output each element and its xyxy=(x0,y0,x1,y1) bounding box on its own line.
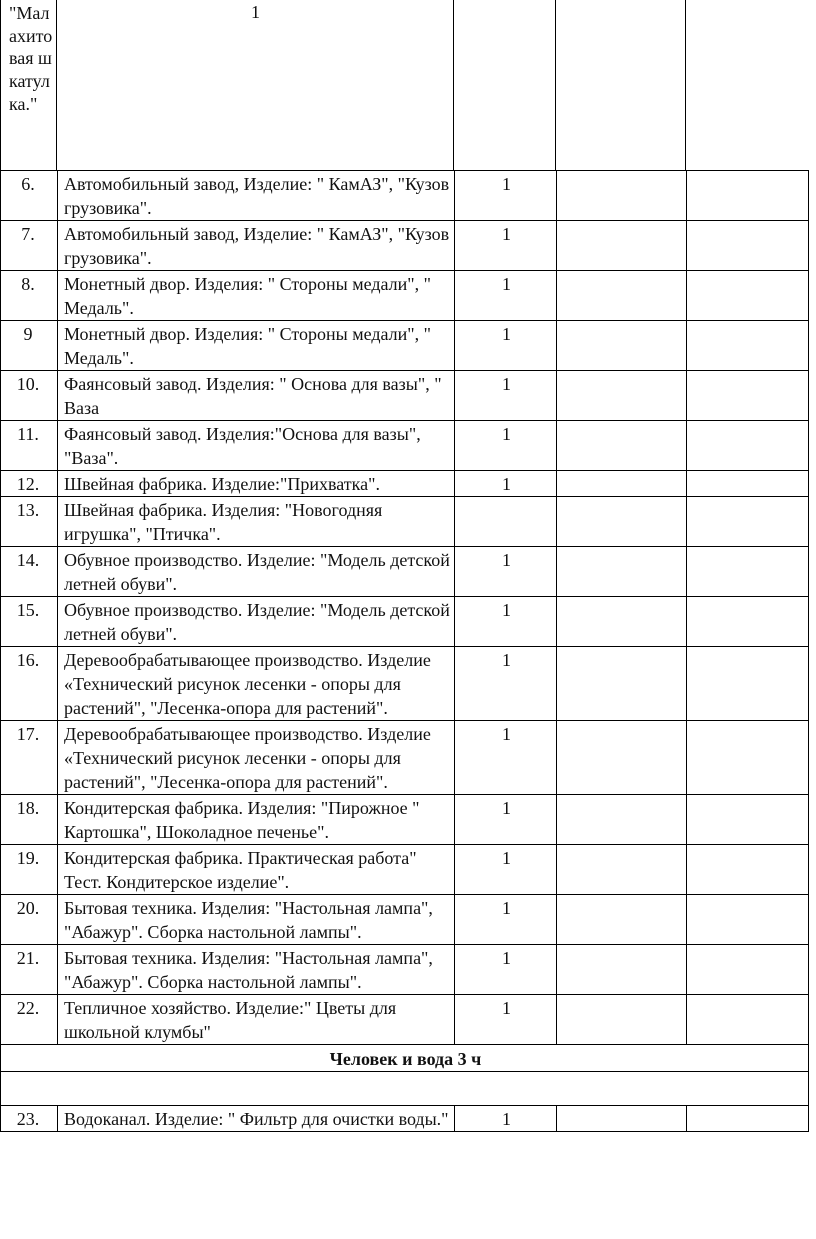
empty-cell xyxy=(557,845,687,895)
empty-cell xyxy=(557,895,687,945)
section-title: Человек и вода 3 ч xyxy=(1,1045,809,1072)
continued-table-row xyxy=(0,0,816,170)
row-number: 8. xyxy=(1,271,58,321)
empty-cell xyxy=(687,895,809,945)
lesson-name: Обувное производство. Изделие: "Модель детской летней обуви". xyxy=(58,547,455,597)
empty-cell xyxy=(687,721,809,795)
hours-value: 1 xyxy=(455,945,557,995)
spacer-cell xyxy=(1,1072,809,1106)
row-number: 14. xyxy=(1,547,58,597)
table-row xyxy=(1,271,809,321)
row-number: 9 xyxy=(1,321,58,371)
section-header-row xyxy=(1,1045,809,1072)
row-number: 12. xyxy=(1,471,58,497)
table-row xyxy=(1,795,809,845)
empty-cell xyxy=(687,371,809,421)
hours-value: 1 xyxy=(455,845,557,895)
row-number: 19. xyxy=(1,845,58,895)
empty-cell xyxy=(557,945,687,995)
lesson-name: Монетный двор. Изделия: " Стороны медали", " Медаль". xyxy=(58,271,455,321)
empty-cell xyxy=(687,795,809,845)
empty-cell xyxy=(557,221,687,271)
hours-value: 1 xyxy=(455,471,557,497)
lesson-name: Фаянсовый завод. Изделия: " Основа для вазы", " Ваза xyxy=(58,371,455,421)
hours-value: 1 xyxy=(455,795,557,845)
table-row xyxy=(1,321,809,371)
table-row xyxy=(1,945,809,995)
lesson-name: Монетный двор. Изделия: " Стороны медали", " Медаль". xyxy=(58,321,455,371)
empty-cell xyxy=(557,271,687,321)
lesson-name: Швейная фабрика. Изделие:"Прихватка". xyxy=(58,471,455,497)
hours-value: 1 xyxy=(455,271,557,321)
row-number: 6. xyxy=(1,171,58,221)
table-row xyxy=(1,647,809,721)
empty-cell xyxy=(687,321,809,371)
row-number: 22. xyxy=(1,995,58,1045)
spacer-row xyxy=(1,1072,809,1106)
table-row xyxy=(1,995,809,1045)
hours-value: 1 xyxy=(251,2,260,22)
table-row xyxy=(1,371,809,421)
empty-cell xyxy=(557,721,687,795)
hours-value: 1 xyxy=(455,421,557,471)
row-number: 13. xyxy=(1,497,58,547)
row-number: 17. xyxy=(1,721,58,795)
table-row xyxy=(1,171,809,221)
row-number: 11. xyxy=(1,421,58,471)
table-row xyxy=(1,497,809,547)
empty-cell xyxy=(454,0,556,170)
empty-cell xyxy=(687,547,809,597)
row-number: 23. xyxy=(1,1106,58,1132)
empty-cell xyxy=(557,371,687,421)
empty-cell xyxy=(556,0,686,170)
lesson-name: Автомобильный завод, Изделие: " КамАЗ", "Кузов грузовика". xyxy=(58,221,455,271)
table-row xyxy=(1,845,809,895)
empty-cell xyxy=(557,995,687,1045)
row-number: 16. xyxy=(1,647,58,721)
row-number: 7. xyxy=(1,221,58,271)
lesson-name: Бытовая техника. Изделия: "Настольная лампа", "Абажур". Сборка настольной лампы". xyxy=(58,895,455,945)
empty-cell xyxy=(557,171,687,221)
lesson-name: Обувное производство. Изделие: "Модель детской летней обуви". xyxy=(58,597,455,647)
table-row xyxy=(1,597,809,647)
empty-cell xyxy=(687,471,809,497)
row-number: 21. xyxy=(1,945,58,995)
lesson-name: Водоканал. Изделие: " Фильтр для очистки воды." xyxy=(58,1106,455,1132)
lesson-name: Кондитерская фабрика. Практическая работа" Тест. Кондитерское изделие". xyxy=(58,845,455,895)
table-row xyxy=(1,421,809,471)
hours-value: 1 xyxy=(455,321,557,371)
empty-cell xyxy=(557,547,687,597)
hours-value: 1 xyxy=(455,995,557,1045)
empty-cell xyxy=(687,647,809,721)
empty-cell xyxy=(557,471,687,497)
hours-value: 1 xyxy=(455,597,557,647)
hours-value: 1 xyxy=(455,371,557,421)
empty-cell xyxy=(687,597,809,647)
empty-cell xyxy=(687,271,809,321)
name-fragment-text: "Малахитовая шкатулка." xyxy=(9,3,53,114)
empty-cell xyxy=(557,597,687,647)
empty-cell xyxy=(557,647,687,721)
lesson-name: Бытовая техника. Изделия: "Настольная лампа", "Абажур". Сборка настольной лампы". xyxy=(58,945,455,995)
empty-cell xyxy=(687,845,809,895)
empty-cell xyxy=(687,171,809,221)
lesson-name: Автомобильный завод, Изделие: " КамАЗ", "Кузов грузовика". xyxy=(58,171,455,221)
table-row xyxy=(1,1106,809,1132)
table-row xyxy=(1,895,809,945)
hours-cell xyxy=(57,0,454,170)
lesson-name: Деревообрабатывающее производство. Изделие «Технический рисунок лесенки - опоры для растений", "Лесенка-опора для растений". xyxy=(58,647,455,721)
table-row xyxy=(1,721,809,795)
empty-cell xyxy=(687,945,809,995)
hours-value xyxy=(455,497,557,547)
table-row xyxy=(1,221,809,271)
table-row xyxy=(1,547,809,597)
empty-cell xyxy=(557,421,687,471)
hours-value: 1 xyxy=(455,1106,557,1132)
empty-cell xyxy=(687,221,809,271)
hours-value: 1 xyxy=(455,221,557,271)
row-number: 15. xyxy=(1,597,58,647)
row-number: 10. xyxy=(1,371,58,421)
empty-cell xyxy=(557,321,687,371)
table-row xyxy=(1,471,809,497)
lesson-name: Швейная фабрика. Изделия: "Новогодняя игрушка", "Птичка". xyxy=(58,497,455,547)
name-fragment-cell xyxy=(0,0,57,170)
empty-cell xyxy=(687,995,809,1045)
row-number: 18. xyxy=(1,795,58,845)
empty-cell xyxy=(687,421,809,471)
lesson-name: Деревообрабатывающее производство. Изделие «Технический рисунок лесенки - опоры для растений", "Лесенка-опора для растений". xyxy=(58,721,455,795)
hours-value: 1 xyxy=(455,895,557,945)
empty-cell xyxy=(557,1106,687,1132)
hours-value: 1 xyxy=(455,721,557,795)
empty-cell xyxy=(687,497,809,547)
lesson-name: Тепличное хозяйство. Изделие:" Цветы для школьной клумбы" xyxy=(58,995,455,1045)
row-number: 20. xyxy=(1,895,58,945)
empty-cell xyxy=(557,795,687,845)
hours-value: 1 xyxy=(455,171,557,221)
lesson-plan-table xyxy=(0,170,809,1132)
empty-cell xyxy=(687,1106,809,1132)
hours-value: 1 xyxy=(455,647,557,721)
lesson-name: Фаянсовый завод. Изделия:"Основа для вазы", "Ваза". xyxy=(58,421,455,471)
hours-value: 1 xyxy=(455,547,557,597)
empty-cell xyxy=(557,497,687,547)
lesson-name: Кондитерская фабрика. Изделия: "Пирожное " Картошка", Шоколадное печенье". xyxy=(58,795,455,845)
